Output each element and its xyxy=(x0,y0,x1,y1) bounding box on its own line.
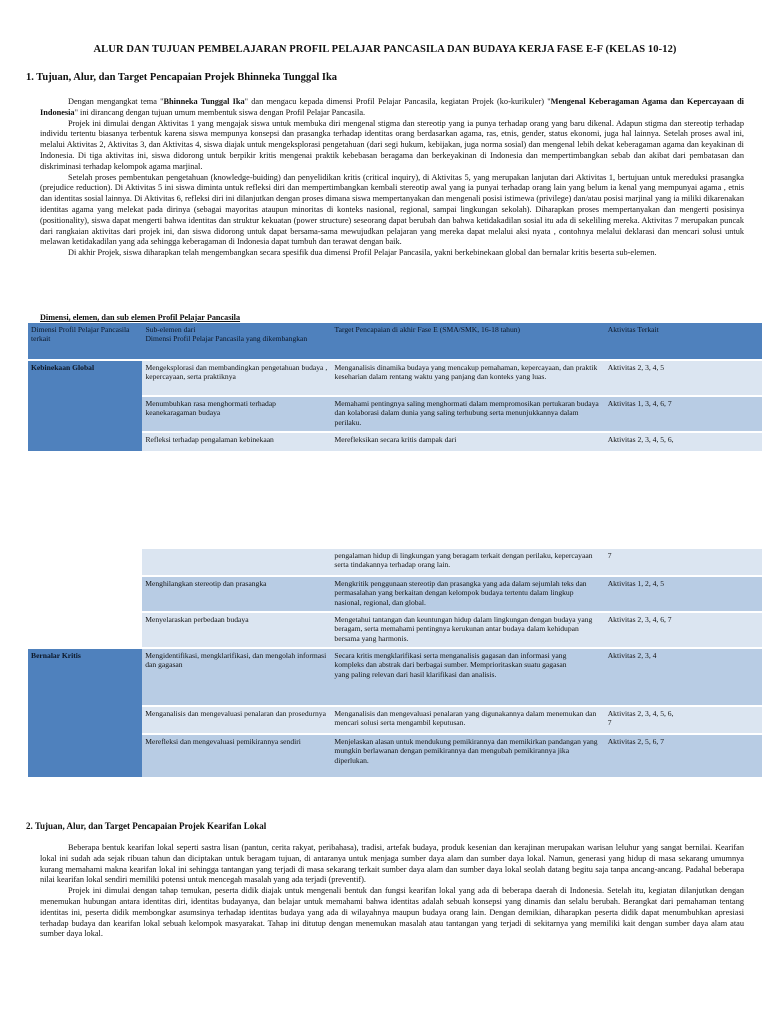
sub-element-cell: Refleksi terhadap pengalaman kebinekaan xyxy=(142,432,331,452)
activity-cell: Aktivitas 2, 3, 4, 5, 6, 7 xyxy=(605,706,762,734)
sub-element-cell xyxy=(142,549,331,576)
activity-cell: Aktivitas 2, 3, 4, 6, 7 xyxy=(605,612,762,648)
section-1-paragraph-2: Projek ini dimulai dengan Aktivitas 1 yang mengajak siswa untuk membuka diri mengenal stigma dan stereotip yang ia punya terhadap orang yang baru dikenal. Adapun stigma dan stereotip terhadap individu tertentu biasanya terbentuk karena siswa mempunya konsepsi dan prasangka terhadap identitas orang berdasarkan agama, ras, etnis, gender, status ekonomi, juga hal lainnya. Setelah proses awal ini, melalui Aktivitas 2, Aktivitas 3, dan Aktivitas 4, siswa diajak untuk mengeksplorasi pengetahuan (dari segi hukum, kebijakan, juga norma sosial) dan mengenal lebih dekat keberagaman agama dan keyakinan di Indonesia. Di tiga aktivitas ini, siswa didorong untuk berpikir kritis mengenai praktik kebebasan beragama dan berkeyakinan di Indonesia dan mempertimbangkan sebab dan akibat dari pembatasan dan diskriminasi terhadap kelompok agama marjinal. xyxy=(40,118,744,171)
sub-element-cell: Menghilangkan stereotip dan prasangka xyxy=(142,576,331,612)
header-target: Target Pencapaian di akhir Fase E (SMA/SMK, 16-18 tahun) xyxy=(332,323,605,360)
table-row xyxy=(28,612,762,648)
sub-element-cell: Merefleksi dan mengevaluasi pemikirannya sendiri xyxy=(142,734,331,778)
activity-cell: Aktivitas 2, 3, 4, 5 xyxy=(605,360,762,396)
document-title: ALUR DAN TUJUAN PEMBELAJARAN PROFIL PELAJAR PANCASILA DAN BUDAYA KERJA FASE E-F (KELAS 10-12) xyxy=(93,44,677,55)
target-cell: Menganalisis dan mengevaluasi penalaran yang digunakannya dalam menemukan dan mencari solusi serta mengambil keputusan. xyxy=(331,706,604,734)
sub-element-cell: Menyelaraskan perbedaan budaya xyxy=(142,612,331,648)
dimension-cell xyxy=(28,549,142,576)
sub-element-cell: Menganalisis dan mengevaluasi penalaran dan prosedurnya xyxy=(142,706,331,734)
table-row xyxy=(28,360,762,396)
section-2-body xyxy=(40,843,744,940)
target-cell: pengalaman hidup di lingkungan yang beragam terkait dengan perilaku, kepercayaan serta tindakannya terhadap orang lain. xyxy=(331,549,604,576)
dimension-cell: Bernalar Kritis xyxy=(28,648,142,778)
table-row xyxy=(28,549,762,576)
dimension-cell xyxy=(28,612,142,648)
target-cell: Mengetahui tantangan dan keuntungan hidup dalam lingkungan dengan budaya yang beragam, serta memahami pentingnya kerukunan antar budaya dalam kehidupan bersama yang harmonis. xyxy=(331,612,604,648)
section-1-heading: 1. Tujuan, Alur, dan Target Pencapaian Projek Bhinneka Tunggal Ika xyxy=(26,72,338,83)
section-2-paragraph-1: Beberapa bentuk kearifan lokal seperti sastra lisan (pantun, cerita rakyat, peribahasa), tradisi, artefak budaya, produk kesenian dan kerajinan merupakan warisan leluhur yang sangat bernilai. Kearifan lokal ini sudah ada sejak ribuan tahun dan diciptakan untuk beragam tujuan, di antaranya untuk menjaga sumber daya alam dan sumber daya lokal. Namun, generasi yang hidup di masa sekarang umumnya kurang memahami makna kearifan lokal ini sehingga tantangan yang terjadi di masa sekarang terkait sumber daya alam dan sumber daya lokal seolah datang begitu saja tanpa ancang-ancang. Padahal beberapa nilai kearifan lokal sendiri memiliki potensi untuk mencegah masalah yang ada terjadi (preventif). xyxy=(40,843,744,885)
p1-project-name: Mengenal Keberagaman Agama dan Kepercayaan di Indonesia xyxy=(40,97,744,117)
table-header-row xyxy=(28,323,762,360)
header-activities: Aktivitas Terkait xyxy=(605,323,762,360)
activity-cell: 7 xyxy=(605,549,762,576)
table-caption: Dimensi, elemen, dan sub elemen Profil Pelajar Pancasila xyxy=(40,313,241,322)
header-dimension: Dimensi Profil Pelajar Pancasila terkait xyxy=(28,323,142,360)
sub-element-cell: Mengeksplorasi dan membandingkan pengetahuan budaya , kepercayaan, serta praktiknya xyxy=(142,360,331,396)
sub-element-cell: Menumbuhkan rasa menghormati terhadap keanekaragaman budaya xyxy=(142,396,331,432)
dimension-cell xyxy=(28,576,142,612)
target-cell: Secara kritis mengklarifikasi serta menganalisis gagasan dan informasi yang kompleks dan abstrak dari berbagai sumber. Memprioritaskan suatu gagasan yang paling relevan dari hasil klarifikasi dan analisis. xyxy=(331,648,604,706)
target-cell: Merefleksikan secara kritis dampak dari xyxy=(332,432,605,452)
section-1-paragraph-3: Setelah proses pembentukan pengetahuan (knowledge-buiding) dan penyelidikan kritis (critical inquiry), di Aktivitas 5, yang merupakan lanjutan dari Aktivitas 1, bertujuan untuk mereduksi prasangka (prejudice reduction). Di Aktivitas 5 ini siswa diminta untuk refleksi diri dan mempertimbangkan kembali stereotip awal yang ia punyai terhadap orang lain yang belum ia kenal yang mempunyai agama , etnis dan identitas sosial lainnya. Di Aktivitas 6, refleksi diri ini dilanjutkan dengan proses dimana siswa mempertanyakan dan mengenali posisi istimewa (privilege) dan/atau posisi marjinal yang ia miliki dikarenakan identitas agama yang melekat pada dirinya (sebagai mayoritas ataupun minoritas di konteks nasional, regional, sampai lingkungan sekolah). Diharapkan proses mempertanyakan dan mengerti posisinya (positionality), siswa dapat mengerti bahwa identitas dan struktur kekuatan (power structure) seseorang dapat berubah dan bahwa ketidakadilan sosial itu ada di sekeliling mereka. Aktivitas 7 merupakan puncak dari rangkaian aktivitas dari projek ini, dan siswa didorong untuk dapat bersama-sama mewujudkan pelajaran yang mereka dapat melalui aksi nyata , contohnya melalui deklarasi dan mencari solusi untuk melawan ketidakadilan yang ada sehingga keberagaman di Indonesia dapat tumbuh dan terawat dengan baik. xyxy=(40,172,744,247)
sub-element-cell: Mengidentifikasi, mengklarifikasi, dan mengolah informasi dan gagasan xyxy=(142,648,331,706)
activity-cell: Aktivitas 2, 5, 6, 7 xyxy=(605,734,762,778)
activity-cell: Aktivitas 1, 3, 4, 6, 7 xyxy=(605,396,762,432)
target-cell: Menjelaskan alasan untuk mendukung pemikirannya dan memikirkan pandangan yang mungkin berlawanan dengan pemikirannya dan mengubah pemikirannya jika diperlukan. xyxy=(331,734,604,778)
activity-cell: Aktivitas 2, 3, 4, 5, 6, xyxy=(605,432,762,452)
p1-text-d: " ini dirancang dengan tujuan umum membentuk siswa dengan Profil Pelajar Pancasila. xyxy=(74,107,366,117)
table-row xyxy=(28,576,762,612)
section-1-paragraph-4: Di akhir Projek, siswa diharapkan telah mengembangkan secara spesifik dua dimensi Profil Pelajar Pancasila, yakni berkebinekaan global dan bernalar kritis beserta sub-elemen. xyxy=(68,248,657,258)
activity-cell: Aktivitas 2, 3, 4 xyxy=(605,648,762,706)
target-cell: Menganalisis dinamika budaya yang mencakup pemahaman, kepercayaan, dan praktik keseharian dalam rentang waktu yang panjang dan konteks yang luas. xyxy=(332,360,605,396)
section-2-paragraph-2: Projek ini dimulai dengan tahap temukan, peserta didik diajak untuk mengenali bentuk dan fungsi kearifan lokal yang ada di beberapa daerah di Indonesia. Setelah itu, kegiatan dilanjutkan dengan menemukan hubungan antara identitas diri, identitas budayanya, dan belajar untuk memahami bahwa identitas adalah sebuah konsepsi yang dinamis dan selalu berubah. Berangkat dari pemahaman tentang identitas ini, peserta didik membongkar asumsinya terhadap identitas budaya yang ada di wilayahnya maupun budaya orang lain. Dengan demikian, diharapkan peserta didik dapat menumbuhkan apresiasi terhadap budaya dan kearifan lokal sebuah kelompok masyarakat. Tahap ini ditutup dengan menemukan masalah atau tantangan yang terjadi di sekitarnya yang memiliki kait dengan sumber daya alam atau sumber daya lokal. xyxy=(40,886,744,939)
target-cell: Memahami pentingnya saling menghormati dalam mempromosikan pertukaran budaya dan kolaborasi dalam dunia yang saling terhubung serta menunjukkannya dalam perilaku. xyxy=(332,396,605,432)
dimension-table-part-2 xyxy=(28,549,762,779)
table-row xyxy=(28,648,762,706)
target-cell: Mengkritik penggunaan stereotip dan prasangka yang ada dalam sejumlah teks dan permasalahan yang berkaitan dengan kelompok budaya tertentu dalam lingkup nasional, regional, dan global. xyxy=(331,576,604,612)
dimension-table-part-1 xyxy=(28,323,762,453)
header-sub-element: Sub-elemen dari Dimensi Profil Pelajar Pancasila yang dikembangkan xyxy=(142,323,331,360)
section-1-body xyxy=(40,97,744,259)
section-1-paragraph-1 xyxy=(40,97,744,119)
p1-text-c: " dan mengacu kepada dimensi Profil Pelajar Pancasila, kegiatan Projek (ko-kurikuler) " xyxy=(244,97,551,106)
section-2-heading: 2. Tujuan, Alur, dan Target Pencapaian Projek Kearifan Lokal xyxy=(26,821,267,831)
dimension-cell: Kebinekaan Global xyxy=(28,360,142,452)
p1-theme: Bhinneka Tunggal Ika xyxy=(163,97,245,106)
p1-text-a: Dengan mengangkat tema " xyxy=(68,97,164,106)
activity-cell: Aktivitas 1, 2, 4, 5 xyxy=(605,576,762,612)
